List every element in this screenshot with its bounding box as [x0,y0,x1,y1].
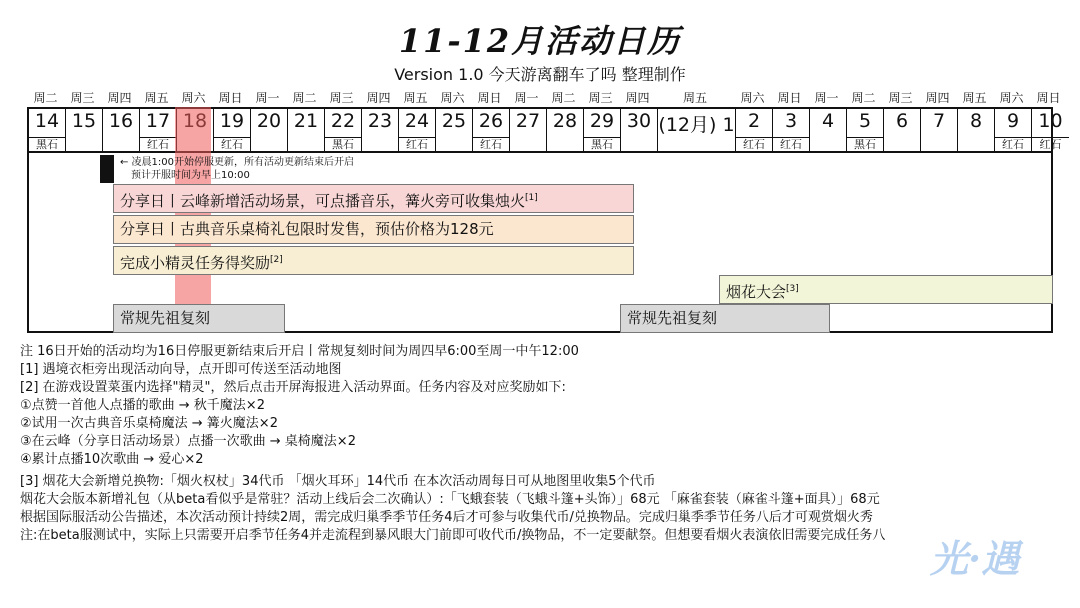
weekday-label: 周二 [851,91,876,105]
weekday-label: 周二 [292,91,317,105]
date-number: 16 [108,110,134,132]
date-cell [584,109,621,151]
footer-line: 根据国际服活动公告描述，本次活动预计持续2周，需完成归巢季季节任务4后才可参与收集代币/兑换物品。完成归巢季季节任务八后才可观赏烟火秀 [20,510,873,525]
date-cell [103,109,140,151]
date-number: 9 [1006,110,1020,132]
date-cell [362,109,399,151]
stone-tag: 黑石 [36,138,58,151]
event-bar-fireworks: 烟花大会[3] [719,275,1053,304]
update-marker [100,155,114,183]
date-number: 14 [34,110,60,132]
footnote-ref: [2] [270,255,283,265]
footnote-ref: [1] [525,193,538,203]
date-cell [810,109,847,151]
date-number: 6 [895,110,909,132]
date-cell [658,109,736,151]
date-cell [288,109,325,151]
footer-line: 注 16日开始的活动均为16日停服更新结束后开启丨常规复刻时间为周四早6:00至周一中午12:00 [20,344,579,359]
date-number: 2 [747,110,761,132]
stone-tag: 黑石 [854,138,876,151]
weekday-label: 周三 [70,91,95,105]
date-number: 29 [589,110,615,132]
stone-tag: 黑石 [332,138,354,151]
date-cell [736,109,773,151]
date-number: 19 [219,110,245,132]
date-cell [214,109,251,151]
weekday-label: 周五 [682,91,707,105]
stone-tag: 红石 [780,138,802,151]
date-number: 26 [478,110,504,132]
footer-line: 注:在beta服测试中，实际上只需要开启季节任务4并走流程到暴风眼大门前即可收代币/换物品，不一定要献祭。但想要看烟火表演依旧需要完成任务八 [20,528,886,543]
weekday-label: 周五 [144,91,169,105]
footer-line: 烟花大会版本新增礼包（从beta看似乎是常驻？活动上线后会二次确认）:「飞蛾套装（飞蛾斗篷+头饰）」68元 「麻雀套装（麻雀斗篷+面具）」68元 [20,492,880,507]
date-number: 7 [932,110,946,132]
weekday-label: 周日 [777,91,802,105]
weekday-label: 周四 [925,91,950,105]
footer-line: ②试用一次古典音乐桌椅魔法 → 篝火魔法×2 [20,416,278,431]
date-number: 10 [1038,110,1063,132]
date-cell [140,109,177,151]
footer-notes [20,343,885,545]
date-number: 5 [858,110,872,132]
footer-line: ④累计点播10次歌曲 → 爱心×2 [20,452,204,467]
date-cell [621,109,658,151]
date-number: 15 [71,110,97,132]
date-number: 30 [626,110,652,132]
date-number: 23 [367,110,393,132]
date-number: 21 [293,110,319,132]
date-cell [547,109,584,151]
event-bar-ancestor-rerun-1: 常规先祖复刻 [113,304,285,333]
stone-tag: 红石 [1002,138,1024,151]
date-number: 24 [404,110,430,132]
date-cell [325,109,362,151]
date-number: 22 [330,110,356,132]
event-bar-share-day-cloud-peak: 分享日丨云峰新增活动场景，可点播音乐，篝火旁可收集烛火[1] [113,184,634,213]
date-cell [473,109,510,151]
update-note-line: 预计开服时间为早上10:00 [131,170,250,181]
weekday-label: 周四 [625,91,650,105]
date-cell [436,109,473,151]
footer-line: [2] 在游戏设置菜蛋内选择"精灵"，然后点击开屏海报进入活动界面。任务内容及对应奖励如下: [20,380,566,395]
date-cell [995,109,1032,151]
weekday-label: 周六 [181,91,206,105]
weekday-label: 周日 [477,91,502,105]
watermark-logo: 光·遇 [930,536,1020,581]
weekday-label: 周五 [403,91,428,105]
weekday-label: 周三 [588,91,613,105]
weekday-label: 周一 [514,91,539,105]
date-cell [773,109,810,151]
date-cell [29,109,66,151]
event-bar-spirit-quest: 完成小精灵任务得奖励[2] [113,246,634,275]
weekday-label: 周一 [814,91,839,105]
date-cell [1032,109,1069,151]
weekday-label: 周二 [33,91,58,105]
stone-tag: 红石 [147,138,169,151]
date-cell [847,109,884,151]
date-number: 8 [969,110,983,132]
weekday-label: 周三 [329,91,354,105]
date-cell [510,109,547,151]
date-number: 3 [784,110,798,132]
update-note [120,156,354,182]
footnote-ref: [3] [786,284,799,294]
stone-tag: 黑石 [591,138,613,151]
stone-tag: 红石 [743,138,765,151]
weekday-label: 周日 [218,91,243,105]
date-number: 20 [256,110,282,132]
weekday-label: 周五 [962,91,987,105]
weekday-label: 周六 [740,91,765,105]
date-number: 17 [145,110,171,132]
weekday-label: 周四 [366,91,391,105]
date-cell [399,109,436,151]
date-number: (12月) 1 [658,114,735,136]
stone-tag: 红石 [480,138,502,151]
date-number: 25 [441,110,467,132]
weekday-label: 周六 [999,91,1024,105]
date-number: 28 [552,110,578,132]
stone-tag: 红石 [1039,138,1062,151]
footer-line: [1] 遇境衣柜旁出现活动向导，点开即可传送至活动地图 [20,362,342,377]
stone-tag: 红石 [406,138,428,151]
date-number: 27 [515,110,541,132]
weekday-label: 周六 [440,91,465,105]
event-bar-share-day-furniture-pack: 分享日丨古典音乐桌椅礼包限时发售，预估价格为128元 [113,215,634,244]
weekday-label: 周日 [1036,91,1061,105]
footer-line: ③在云峰（分享日活动场景）点播一次歌曲 → 桌椅魔法×2 [20,434,356,449]
weekday-label: 周四 [107,91,132,105]
event-bar-ancestor-rerun-2: 常规先祖复刻 [620,304,830,333]
footer-line: ①点赞一首他人点播的歌曲 → 秋千魔法×2 [20,398,265,413]
date-cell [884,109,921,151]
date-number: 4 [821,110,835,132]
weekday-label: 周二 [551,91,576,105]
date-cell [958,109,995,151]
update-note-line: ← 凌晨1:00开始停服更新，所有活动更新结束后开启 [120,157,355,168]
calendar-title: 11-12月活动日历 [398,22,682,60]
date-cell [251,109,288,151]
weekday-label: 周一 [255,91,280,105]
weekday-label: 周三 [888,91,913,105]
calendar-subtitle: Version 1.0 今天游离翻车了吗 整理制作 [394,65,686,84]
date-cell [921,109,958,151]
stone-tag: 红石 [221,138,243,151]
date-cell [66,109,103,151]
footer-line: [3] 烟花大会新增兑换物:「烟火权杖」34代币 「烟火耳环」14代币 在本次活动周每日可从地图里收集5个代币 [20,474,656,489]
